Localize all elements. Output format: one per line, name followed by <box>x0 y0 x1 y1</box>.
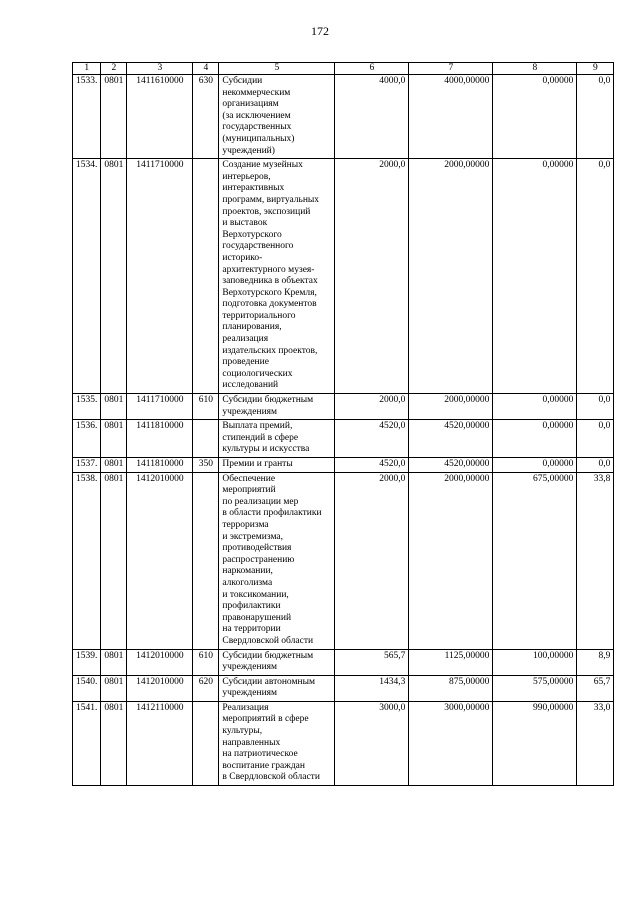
table-row <box>73 472 614 649</box>
expense-type-cell: 630 <box>193 75 219 159</box>
item-name-cell: Реализация мероприятий в сфере культуры, направленных на патриотическое воспитание граждан в Свердловской области <box>219 701 335 785</box>
target-code-cell: 1411710000 <box>127 159 193 394</box>
table-row <box>73 159 614 394</box>
column-6-value: 4520,0 <box>335 420 409 458</box>
column-header-4: 4 <box>193 63 219 75</box>
target-code-cell: 1411810000 <box>127 458 193 473</box>
expense-type-cell: 350 <box>193 458 219 473</box>
item-name-cell: Субсидии некоммерческим организациям (за исключением государственных (муниципальных) учреждений) <box>219 75 335 159</box>
column-7-value: 2000,00000 <box>409 159 493 394</box>
section-code-cell: 0801 <box>101 472 127 649</box>
target-code-cell: 1411710000 <box>127 394 193 420</box>
column-6-value: 1434,3 <box>335 675 409 701</box>
column-header-1: 1 <box>73 63 101 75</box>
column-7-value: 2000,00000 <box>409 472 493 649</box>
target-code-cell: 1411610000 <box>127 75 193 159</box>
column-7-value: 4000,00000 <box>409 75 493 159</box>
column-8-value: 575,00000 <box>493 675 577 701</box>
row-number-cell: 1539. <box>73 649 101 675</box>
target-code-cell: 1412010000 <box>127 472 193 649</box>
column-7-value: 3000,00000 <box>409 701 493 785</box>
header-row <box>73 63 614 75</box>
column-7-value: 2000,00000 <box>409 394 493 420</box>
column-6-value: 2000,0 <box>335 159 409 394</box>
table-header <box>73 63 614 75</box>
column-9-value: 0,0 <box>577 420 614 458</box>
column-8-value: 0,00000 <box>493 394 577 420</box>
column-7-value: 4520,00000 <box>409 458 493 473</box>
row-number-cell: 1541. <box>73 701 101 785</box>
section-code-cell: 0801 <box>101 675 127 701</box>
column-9-value: 65,7 <box>577 675 614 701</box>
expense-type-cell: 610 <box>193 394 219 420</box>
expense-type-cell: 620 <box>193 675 219 701</box>
column-6-value: 4000,0 <box>335 75 409 159</box>
column-header-5: 5 <box>219 63 335 75</box>
item-name-cell: Премии и гранты <box>219 458 335 473</box>
column-header-6: 6 <box>335 63 409 75</box>
target-code-cell: 1412110000 <box>127 701 193 785</box>
column-6-value: 4520,0 <box>335 458 409 473</box>
table-row <box>73 675 614 701</box>
section-code-cell: 0801 <box>101 458 127 473</box>
column-8-value: 990,00000 <box>493 701 577 785</box>
item-name-cell: Выплата премий, стипендий в сфере культуры и искусства <box>219 420 335 458</box>
column-8-value: 0,00000 <box>493 159 577 394</box>
column-6-value: 2000,0 <box>335 394 409 420</box>
item-name-cell: Обеспечение мероприятий по реализации мер в области профилактики терроризма и экстремизма, противодействия распространению наркомании, алкоголизма и токсикомании, профилактики правонарушений на территории Свердловской области <box>219 472 335 649</box>
section-code-cell: 0801 <box>101 420 127 458</box>
column-header-7: 7 <box>409 63 493 75</box>
section-code-cell: 0801 <box>101 159 127 394</box>
column-header-3: 3 <box>127 63 193 75</box>
column-8-value: 0,00000 <box>493 458 577 473</box>
column-9-value: 0,0 <box>577 394 614 420</box>
row-number-cell: 1538. <box>73 472 101 649</box>
column-7-value: 4520,00000 <box>409 420 493 458</box>
column-8-value: 0,00000 <box>493 420 577 458</box>
column-8-value: 100,00000 <box>493 649 577 675</box>
row-number-cell: 1537. <box>73 458 101 473</box>
column-8-value: 0,00000 <box>493 75 577 159</box>
target-code-cell: 1412010000 <box>127 675 193 701</box>
section-code-cell: 0801 <box>101 701 127 785</box>
column-6-value: 565,7 <box>335 649 409 675</box>
item-name-cell: Субсидии автономным учреждениям <box>219 675 335 701</box>
target-code-cell: 1412010000 <box>127 649 193 675</box>
column-9-value: 0,0 <box>577 75 614 159</box>
row-number-cell: 1533. <box>73 75 101 159</box>
row-number-cell: 1536. <box>73 420 101 458</box>
section-code-cell: 0801 <box>101 75 127 159</box>
section-code-cell: 0801 <box>101 649 127 675</box>
expense-type-cell <box>193 701 219 785</box>
column-header-9: 9 <box>577 63 614 75</box>
expense-type-cell <box>193 472 219 649</box>
table-row <box>73 701 614 785</box>
column-9-value: 0,0 <box>577 159 614 394</box>
table-row <box>73 458 614 473</box>
table-row <box>73 420 614 458</box>
column-9-value: 33,8 <box>577 472 614 649</box>
section-code-cell: 0801 <box>101 394 127 420</box>
column-7-value: 875,00000 <box>409 675 493 701</box>
budget-table <box>72 62 614 786</box>
expense-type-cell <box>193 159 219 394</box>
table-row <box>73 75 614 159</box>
column-6-value: 2000,0 <box>335 472 409 649</box>
row-number-cell: 1534. <box>73 159 101 394</box>
column-7-value: 1125,00000 <box>409 649 493 675</box>
expense-type-cell <box>193 420 219 458</box>
target-code-cell: 1411810000 <box>127 420 193 458</box>
column-8-value: 675,00000 <box>493 472 577 649</box>
column-9-value: 33,0 <box>577 701 614 785</box>
column-9-value: 0,0 <box>577 458 614 473</box>
item-name-cell: Субсидии бюджетным учреждениям <box>219 394 335 420</box>
table-row <box>73 394 614 420</box>
row-number-cell: 1535. <box>73 394 101 420</box>
column-header-2: 2 <box>101 63 127 75</box>
column-header-8: 8 <box>493 63 577 75</box>
column-9-value: 8,9 <box>577 649 614 675</box>
table-body <box>73 75 614 786</box>
page-number: 172 <box>311 24 329 38</box>
row-number-cell: 1540. <box>73 675 101 701</box>
item-name-cell: Создание музейных интерьеров, интерактивных программ, виртуальных проектов, экспозиций и выставок Верхотурского государственного историко- архитектурного музея- заповедника в объектах Верхотурского Кремля, подготовка документов территориального планирования, реализация издательских проектов, проведение социологических исследований <box>219 159 335 394</box>
expense-type-cell: 610 <box>193 649 219 675</box>
item-name-cell: Субсидии бюджетным учреждениям <box>219 649 335 675</box>
column-6-value: 3000,0 <box>335 701 409 785</box>
table-row <box>73 649 614 675</box>
